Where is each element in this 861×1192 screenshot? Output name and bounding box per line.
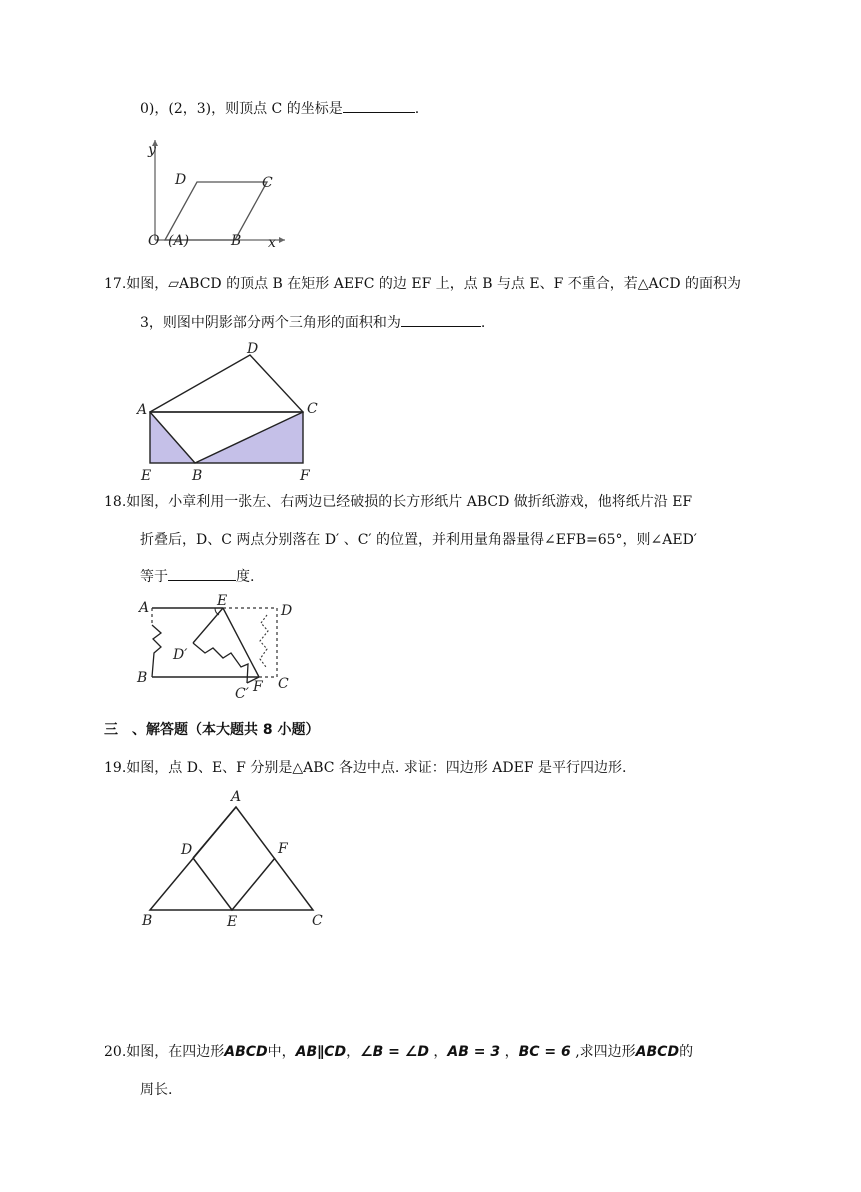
label-y: y	[148, 142, 156, 158]
label-D: D	[247, 341, 259, 357]
q19-figure	[135, 785, 335, 930]
label-E: E	[141, 468, 152, 484]
label-D: D	[181, 842, 193, 858]
q20-line2: 周长.	[140, 1082, 173, 1098]
section-heading: 三 、解答题（本大题共 8 小题）	[104, 722, 320, 738]
label-A: A	[231, 789, 242, 805]
q20-line1: 20.如图，在四边形ABCD中，AB∥CD，∠B = ∠D ，AB = 3 ，BC = 6 ,求四边形ABCD的	[104, 1044, 694, 1060]
q17-figure	[135, 340, 335, 490]
label-B: B	[192, 468, 203, 484]
label-F: F	[253, 679, 263, 695]
q18-line3: 等于 度.	[140, 566, 254, 587]
label-x: x	[268, 235, 276, 251]
label-F: F	[300, 468, 310, 484]
q18-figure	[135, 595, 305, 700]
midlines-DEF	[193, 858, 275, 910]
label-C: C	[278, 676, 289, 692]
label-D: D	[175, 172, 187, 188]
label-B: B	[142, 913, 153, 929]
q18-line1: 18.如图，小章利用一张左、右两边已经破损的长方形纸片 ABCD 做折纸游戏，他将纸片沿 EF	[104, 494, 693, 510]
label-A: A	[137, 402, 148, 418]
parallelogram	[165, 182, 267, 240]
label-B: B	[137, 670, 148, 686]
label-A: (A)	[168, 233, 190, 249]
answer-blank[interactable]	[343, 98, 415, 113]
label-D: D	[281, 603, 293, 619]
q19-text: 19.如图，点 D、E、F 分别是△ABC 各边中点. 求证：四边形 ADEF 是平行四边形.	[104, 760, 627, 776]
label-B: B	[231, 233, 242, 249]
q16-text: 0)，(2，3)，则顶点 C 的坐标是 .	[140, 98, 419, 119]
answer-blank[interactable]	[401, 312, 481, 327]
label-C-prime: C′	[235, 686, 249, 702]
q17-line2: 3，则图中阴影部分两个三角形的面积和为 .	[140, 312, 485, 333]
label-C: C	[307, 401, 318, 417]
label-F: F	[278, 841, 288, 857]
label-O: O	[148, 233, 160, 249]
q16-figure	[130, 135, 290, 260]
label-E: E	[217, 593, 228, 609]
label-C: C	[312, 913, 323, 929]
label-C: C	[262, 175, 273, 191]
answer-blank[interactable]	[168, 566, 236, 581]
label-A: A	[139, 600, 150, 616]
label-E: E	[227, 914, 238, 930]
q17-line1: 17.如图，▱ABCD 的顶点 B 在矩形 AEFC 的边 EF 上，点 B 与点 E、F 不重合，若△ACD 的面积为	[104, 276, 742, 292]
q18-line2: 折叠后，D、C 两点分别落在 D′ 、C′ 的位置，并利用量角器量得∠EFB=65°，则∠AED′	[140, 532, 697, 548]
label-D-prime: D′	[173, 647, 188, 663]
triangle-ABC	[150, 807, 313, 910]
